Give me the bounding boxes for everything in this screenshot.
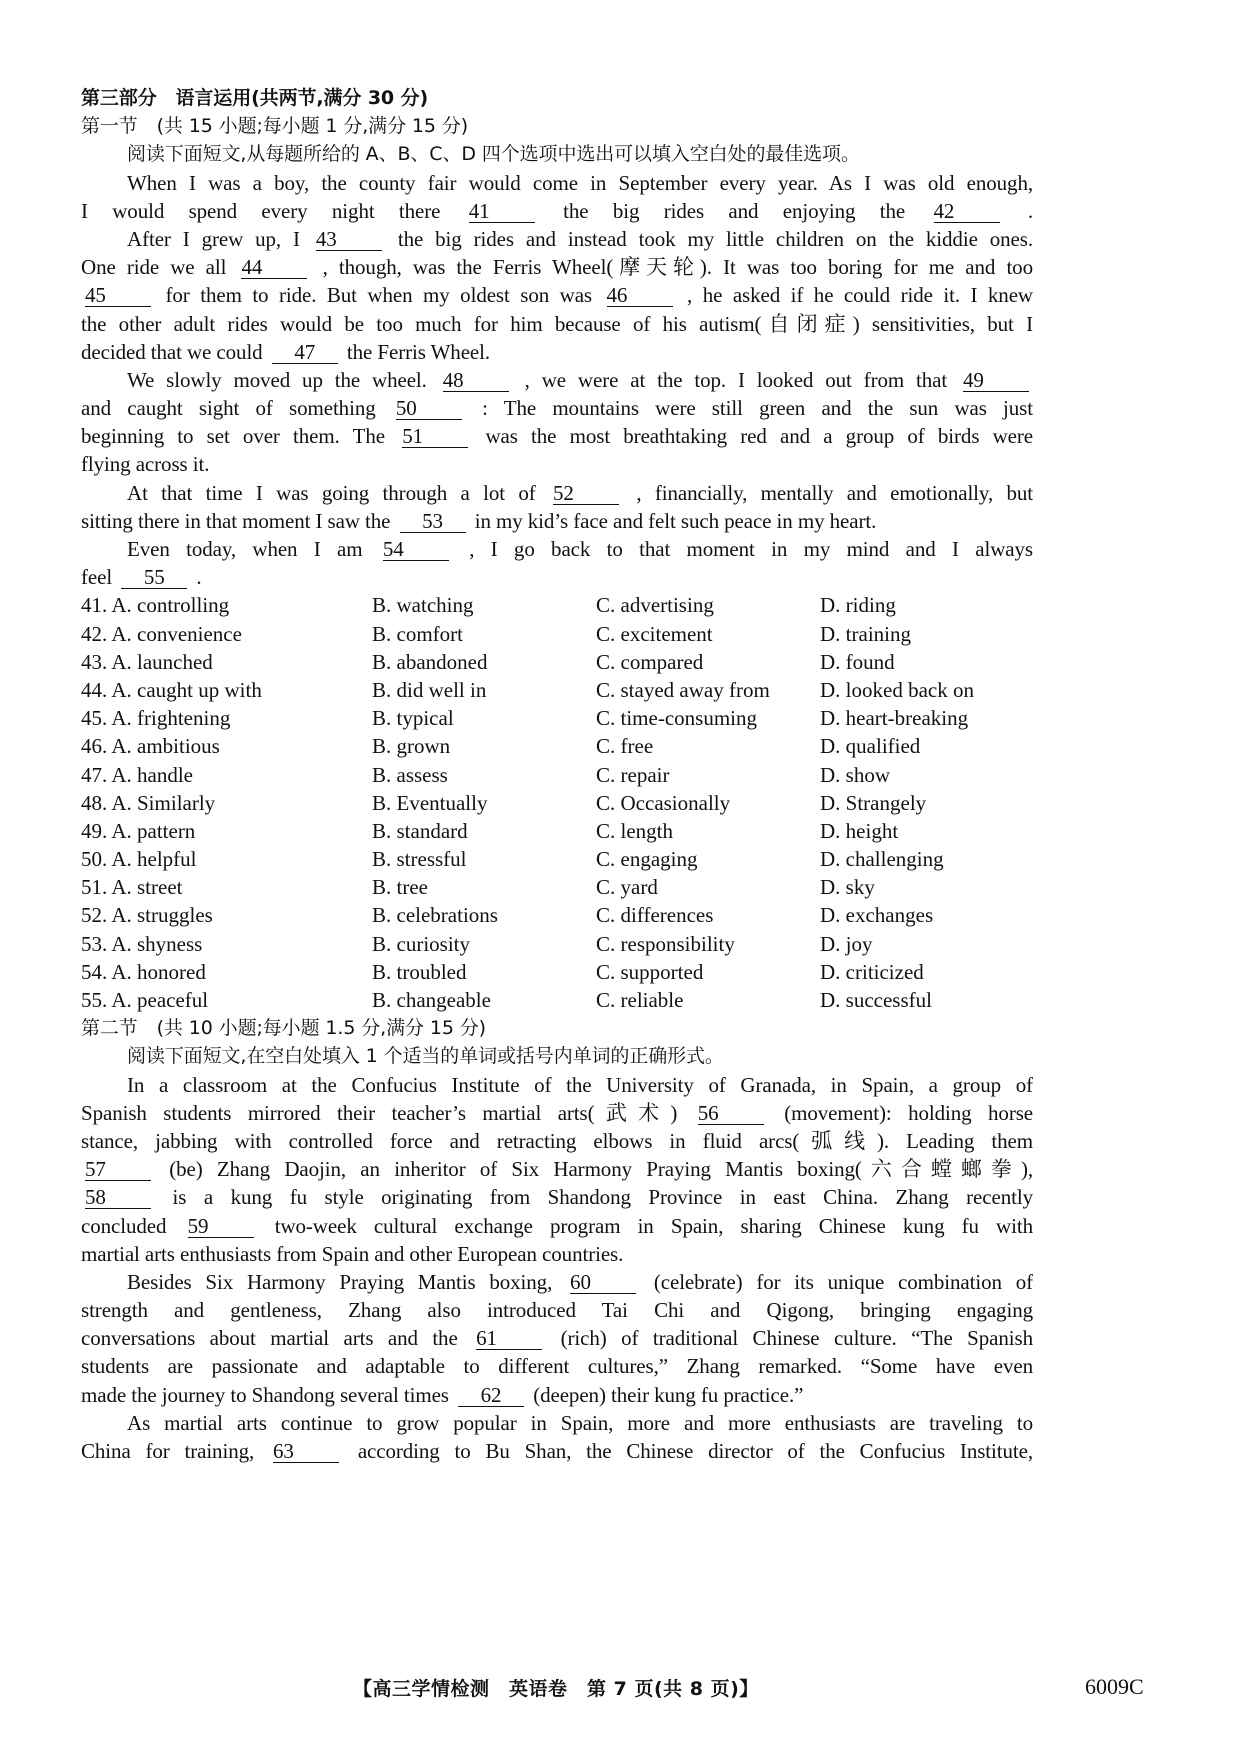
question-45-options	[81, 704, 1033, 732]
option-a[interactable]: 50. A. helpful	[81, 847, 197, 872]
passage-text: martial arts enthusiasts from Spain and other European countries.	[81, 1241, 624, 1266]
option-d[interactable]: D. successful	[820, 988, 932, 1012]
question-47-options	[81, 761, 1033, 789]
footer-title: 【高三学情检测 英语卷 第 7 页(共 8 页)】	[353, 1678, 759, 1700]
option-d[interactable]: D. riding	[820, 593, 896, 618]
passage-line	[81, 1155, 1033, 1183]
passage-line	[81, 1127, 1033, 1155]
option-c[interactable]: C. repair	[596, 762, 670, 787]
answer-blank-46[interactable]: 46	[607, 284, 673, 307]
passage-text: , we were at the top. I looked out from that	[524, 367, 948, 392]
question-49-options	[81, 817, 1033, 845]
option-b[interactable]: B. tree	[372, 875, 428, 900]
passage-text: .	[1027, 198, 1033, 223]
passage-line	[81, 1296, 1033, 1324]
option-d[interactable]: D. challenging	[820, 847, 944, 872]
passage-text: .	[196, 565, 202, 590]
answer-blank-63[interactable]: 63	[273, 1440, 339, 1463]
passage-text: (movement): holding horse	[784, 1100, 1033, 1125]
option-b[interactable]: B. comfort	[372, 621, 463, 646]
passage-text: (celebrate) for its unique combination of	[653, 1269, 1033, 1294]
option-a[interactable]: 49. A. pattern	[81, 818, 196, 843]
answer-blank-53[interactable]: 53	[400, 510, 466, 533]
passage-line	[81, 253, 1033, 281]
option-c[interactable]: C. differences	[596, 903, 714, 928]
passage-line	[81, 1099, 1033, 1127]
passage-line	[81, 479, 1033, 507]
passage-text: (deepen) their kung fu practice.”	[533, 1382, 804, 1407]
answer-blank-45[interactable]: 45	[85, 284, 151, 307]
answer-blank-57[interactable]: 57	[85, 1158, 151, 1181]
option-d[interactable]: D. training	[820, 621, 911, 646]
option-b[interactable]: B. abandoned	[372, 649, 488, 674]
answer-blank-44[interactable]: 44	[241, 256, 307, 279]
answer-blank-48[interactable]: 48	[443, 369, 509, 392]
option-b[interactable]: B. typical	[372, 706, 454, 731]
option-b[interactable]: B. Eventually	[372, 790, 488, 815]
answer-blank-42[interactable]: 42	[934, 200, 1000, 223]
question-44-options	[81, 676, 1033, 704]
passage-text: the big rides and enjoying the	[563, 198, 906, 223]
passage-text: : The mountains were still green and the sun was just	[482, 396, 1033, 421]
passage-line	[81, 1071, 1033, 1099]
passage-text: beginning to set over them. The	[81, 424, 385, 449]
passage-text: After I grew up, I	[127, 226, 300, 251]
option-d[interactable]: D. height	[820, 818, 899, 843]
passage-text: concluded	[81, 1213, 167, 1238]
passage-text: the big rides and instead took my little children on the kiddie ones.	[397, 226, 1033, 251]
option-a[interactable]: 48. A. Similarly	[81, 790, 216, 815]
passage-text: decided that we could	[81, 339, 263, 364]
question-52-options	[81, 901, 1033, 929]
question-48-options	[81, 789, 1033, 817]
question-55-options	[81, 986, 1033, 1014]
option-c[interactable]: C. length	[596, 818, 673, 843]
section1-instruction: 阅读下面短文,从每题所给的 A、B、C、D 四个选项中选出可以填入空白处的最佳选项。	[127, 143, 860, 166]
option-a[interactable]: 43. A. launched	[81, 649, 213, 674]
passage-text: feel	[81, 565, 113, 590]
passage-text: As martial arts continue to grow popular in Spain, more and more enthusiasts are traveling to	[127, 1410, 1033, 1435]
option-a[interactable]: 42. A. convenience	[81, 621, 242, 646]
page-footer	[0, 1674, 1241, 1704]
answer-blank-59[interactable]: 59	[188, 1215, 254, 1238]
option-d[interactable]: D. show	[820, 762, 891, 787]
answer-blank-51[interactable]: 51	[402, 425, 468, 448]
passage-line	[81, 281, 1033, 309]
passage-text: China for training,	[81, 1439, 255, 1463]
option-a[interactable]: 52. A. struggles	[81, 903, 213, 928]
answer-blank-56[interactable]: 56	[698, 1102, 764, 1125]
passage-line	[81, 1268, 1033, 1296]
passage-text: , financially, mentally and emotionally, but	[636, 480, 1033, 505]
option-a[interactable]: 45. A. frightening	[81, 706, 231, 731]
answer-blank-52[interactable]: 52	[553, 482, 619, 505]
option-b[interactable]: B. curiosity	[372, 931, 470, 956]
option-b[interactable]: B. standard	[372, 818, 468, 843]
section2-passage	[81, 1071, 1033, 1466]
question-46-options	[81, 732, 1033, 760]
passage-line	[81, 535, 1033, 563]
question-42-options	[81, 620, 1033, 648]
option-a[interactable]: 53. A. shyness	[81, 931, 203, 956]
option-c[interactable]: C. supported	[596, 959, 704, 984]
passage-text: in my kid’s face and felt such peace in my heart.	[474, 508, 877, 533]
option-c[interactable]: C. Occasionally	[596, 790, 731, 815]
passage-line	[81, 225, 1033, 253]
passage-line	[81, 310, 1033, 338]
passage-line	[81, 1437, 1033, 1465]
option-d[interactable]: D. heart-breaking	[820, 706, 969, 731]
option-c[interactable]: C. compared	[596, 649, 704, 674]
exam-page	[81, 84, 1033, 1465]
option-c[interactable]: C. free	[596, 734, 654, 759]
part-heading: 第三部分 语言运用(共两节,满分 30 分)	[81, 87, 429, 109]
passage-text: Besides Six Harmony Praying Mantis boxing,	[127, 1269, 553, 1294]
option-d[interactable]: D. joy	[820, 931, 873, 956]
option-a[interactable]: 44. A. caught up with	[81, 677, 262, 702]
option-b[interactable]: B. watching	[372, 593, 474, 618]
passage-text: Even today, when I am	[127, 537, 363, 561]
passage-text: One ride we all	[81, 255, 227, 280]
option-a[interactable]: 55. A. peaceful	[81, 988, 209, 1012]
passage-text: Spanish students mirrored their teacher’s martial arts(武术)	[81, 1100, 678, 1125]
passage-text: students are passionate and adaptable to different cultures,” Zhang remarked. “Some have even	[81, 1354, 1033, 1379]
option-b[interactable]: B. celebrations	[372, 903, 498, 928]
option-c[interactable]: C. responsibility	[596, 931, 735, 956]
passage-line	[81, 1212, 1033, 1240]
passage-line	[81, 507, 1033, 535]
passage-text: is a kung fu style originating from Shandong Province in east China. Zhang recently	[172, 1185, 1033, 1210]
passage-line	[81, 366, 1033, 394]
passage-text: the other adult rides would be too much for him because of his autism(自闭症) sensitivities, but I	[81, 311, 1033, 336]
passage-text: was the most breathtaking red and a group of birds were	[485, 424, 1033, 449]
passage-line	[81, 1240, 1033, 1268]
answer-blank-61[interactable]: 61	[476, 1327, 542, 1350]
passage-text: flying across it.	[81, 452, 210, 477]
passage-text: for them to ride. But when my oldest son was	[165, 283, 592, 308]
passage-line	[81, 563, 1033, 591]
passage-text: two-week cultural exchange program in Spain, sharing Chinese kung fu with	[274, 1213, 1033, 1238]
passage-text: (rich) of traditional Chinese culture. “The Spanish	[560, 1326, 1033, 1351]
question-51-options	[81, 873, 1033, 901]
passage-line	[81, 394, 1033, 422]
option-b[interactable]: B. assess	[372, 762, 448, 787]
option-c[interactable]: C. reliable	[596, 988, 684, 1012]
passage-line	[81, 1352, 1033, 1380]
option-c[interactable]: C. time-consuming	[596, 706, 757, 731]
section1-options	[81, 591, 1033, 1014]
passage-text: , I go back to that moment in my mind and I always	[469, 537, 1033, 561]
option-a[interactable]: 54. A. honored	[81, 959, 206, 984]
passage-text: sitting there in that moment I saw the	[81, 508, 391, 533]
passage-text: stance, jabbing with controlled force and retracting elbows in fluid arcs(弧线). Leading them	[81, 1128, 1033, 1153]
passage-text: and caught sight of something	[81, 396, 376, 421]
option-b[interactable]: B. grown	[372, 734, 451, 759]
answer-blank-47[interactable]: 47	[272, 341, 338, 364]
answer-blank-54[interactable]: 54	[383, 538, 449, 561]
footer-code: 6009C	[1085, 1674, 1144, 1699]
passage-line	[81, 1381, 1033, 1409]
option-d[interactable]: D. qualified	[820, 734, 921, 759]
passage-text: strength and gentleness, Zhang also introduced Tai Chi and Qigong, bringing engaging	[81, 1298, 1033, 1323]
option-b[interactable]: B. changeable	[372, 988, 491, 1012]
passage-text: I would spend every night there	[81, 198, 441, 223]
answer-blank-49[interactable]: 49	[963, 369, 1029, 392]
passage-text: , though, was the Ferris Wheel(摩天轮). It was too boring for me and too	[322, 255, 1033, 280]
passage-text: , he asked if he could ride it. I knew	[687, 283, 1033, 308]
option-a[interactable]: 51. A. street	[81, 875, 183, 900]
answer-blank-58[interactable]: 58	[85, 1186, 151, 1209]
passage-text: We slowly moved up the wheel.	[127, 367, 427, 392]
passage-line	[81, 1324, 1033, 1352]
question-53-options	[81, 930, 1033, 958]
option-d[interactable]: D. found	[820, 649, 895, 674]
option-a[interactable]: 41. A. controlling	[81, 593, 230, 618]
option-d[interactable]: D. Strangely	[820, 790, 927, 815]
option-b[interactable]: B. stressful	[372, 847, 467, 872]
option-b[interactable]: B. did well in	[372, 677, 487, 702]
passage-text: conversations about martial arts and the	[81, 1326, 458, 1351]
passage-line	[81, 197, 1033, 225]
answer-blank-50[interactable]: 50	[396, 397, 462, 420]
option-c[interactable]: C. yard	[596, 875, 658, 900]
passage-line	[81, 422, 1033, 450]
option-c[interactable]: C. stayed away from	[596, 677, 770, 702]
passage-text: At that time I was going through a lot of	[127, 480, 536, 505]
question-41-options	[81, 591, 1033, 619]
answer-blank-60[interactable]: 60	[570, 1271, 636, 1294]
option-d[interactable]: D. exchanges	[820, 903, 934, 928]
section2-heading: 第二节 (共 10 小题;每小题 1.5 分,满分 15 分)	[81, 1017, 486, 1040]
passage-text: (be) Zhang Daojin, an inheritor of Six Harmony Praying Mantis boxing(六合螳螂拳),	[169, 1157, 1033, 1182]
passage-text: according to Bu Shan, the Chinese director of the Confucius Institute,	[357, 1439, 1033, 1463]
answer-blank-62[interactable]: 62	[458, 1384, 524, 1407]
option-a[interactable]: 46. A. ambitious	[81, 734, 220, 759]
answer-blank-41[interactable]: 41	[469, 200, 535, 223]
option-c[interactable]: C. excitement	[596, 621, 713, 646]
passage-text: made the journey to Shandong several times	[81, 1382, 449, 1407]
passage-line	[81, 169, 1033, 197]
passage-line	[81, 450, 1033, 478]
answer-blank-55[interactable]: 55	[121, 566, 187, 589]
question-54-options	[81, 958, 1033, 986]
section1-passage	[81, 169, 1033, 592]
passage-text: the Ferris Wheel.	[346, 339, 491, 364]
passage-line	[81, 1183, 1033, 1211]
passage-line	[81, 338, 1033, 366]
option-b[interactable]: B. troubled	[372, 959, 467, 984]
question-43-options	[81, 648, 1033, 676]
option-c[interactable]: C. advertising	[596, 593, 714, 618]
section2-instruction: 阅读下面短文,在空白处填入 1 个适当的单词或括号内单词的正确形式。	[127, 1045, 724, 1068]
passage-text: When I was a boy, the county fair would come in September every year. As I was old enough,	[127, 170, 1033, 195]
option-d[interactable]: D. looked back on	[820, 677, 974, 702]
section1-heading: 第一节 (共 15 小题;每小题 1 分,满分 15 分)	[81, 115, 469, 138]
option-c[interactable]: C. engaging	[596, 847, 698, 872]
passage-line	[81, 1409, 1033, 1437]
option-a[interactable]: 47. A. handle	[81, 762, 193, 787]
option-d[interactable]: D. criticized	[820, 959, 924, 984]
answer-blank-43[interactable]: 43	[316, 228, 382, 251]
question-50-options	[81, 845, 1033, 873]
option-d[interactable]: D. sky	[820, 875, 875, 900]
passage-text: In a classroom at the Confucius Institute of the University of Granada, in Spain, a group of	[127, 1072, 1033, 1097]
